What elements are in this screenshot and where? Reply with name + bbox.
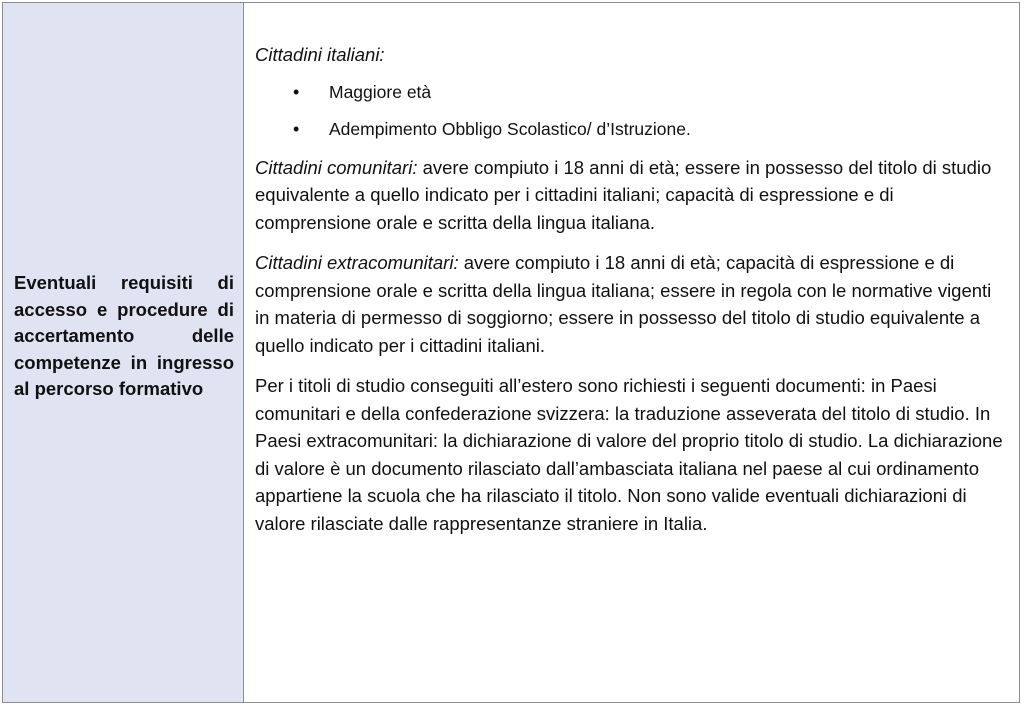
eu-citizens-text: avere compiuto i 18 anni di età; essere in possesso del titolo di studio equivalente a quello indicato per i cittadini italiani; capacità di espressione e di comprensione orale e scritta della lingua italiana. bbox=[255, 156, 992, 233]
eu-citizens-paragraph bbox=[255, 154, 1009, 237]
eu-citizens-heading: Cittadini comunitari: bbox=[255, 156, 418, 178]
bullet-icon: • bbox=[293, 81, 300, 102]
list-item bbox=[293, 116, 1009, 144]
list-item-text: Maggiore età bbox=[329, 81, 432, 102]
requirements-table bbox=[2, 2, 1020, 703]
italian-citizens-heading: Cittadini italiani: bbox=[255, 44, 385, 65]
non-eu-citizens-heading: Cittadini extracomunitari: bbox=[255, 252, 459, 273]
foreign-titles-paragraph: Per i titoli di studio conseguiti all’estero sono richiesti i seguenti documenti: in Paesi comunitari e della confederazione svizzera: la traduzione asseverata del titolo di studio. In Paesi extracomunitari: la dichiarazione di valore del proprio titolo di studio. La dichiarazione di valore è un documento rilasciato dall’ambasciata italiana nel paese al cui ordinamento appartiene la scuola che ha rilasciato il titolo. Non sono valide eventuali dichiarazioni di valore rilasciate dalle rappresentanze straniere in Italia. bbox=[255, 375, 1003, 534]
label-cell bbox=[3, 3, 244, 702]
non-eu-citizens-text: avere compiuto i 18 anni di età; capacità di espressione e di comprensione orale e scritta della lingua italiana; essere in regola con le normative vigenti in materia di permesso di soggiorno; essere in possesso del titolo di studio equivalente a quello indicato per i cittadini italiani. bbox=[255, 252, 992, 356]
content-cell bbox=[244, 3, 1019, 702]
list-item-text: Adempimento Obbligo Scolastico/ d’Istruzione. bbox=[329, 119, 691, 139]
italian-citizens-list bbox=[255, 79, 1009, 144]
non-eu-citizens-paragraph bbox=[255, 249, 1009, 359]
bullet-icon: • bbox=[293, 119, 300, 139]
list-item bbox=[293, 79, 1009, 107]
requirements-label: Eventuali requisiti di accesso e procedure di accertamento delle competenze in ingresso al percorso formativo bbox=[14, 272, 234, 399]
